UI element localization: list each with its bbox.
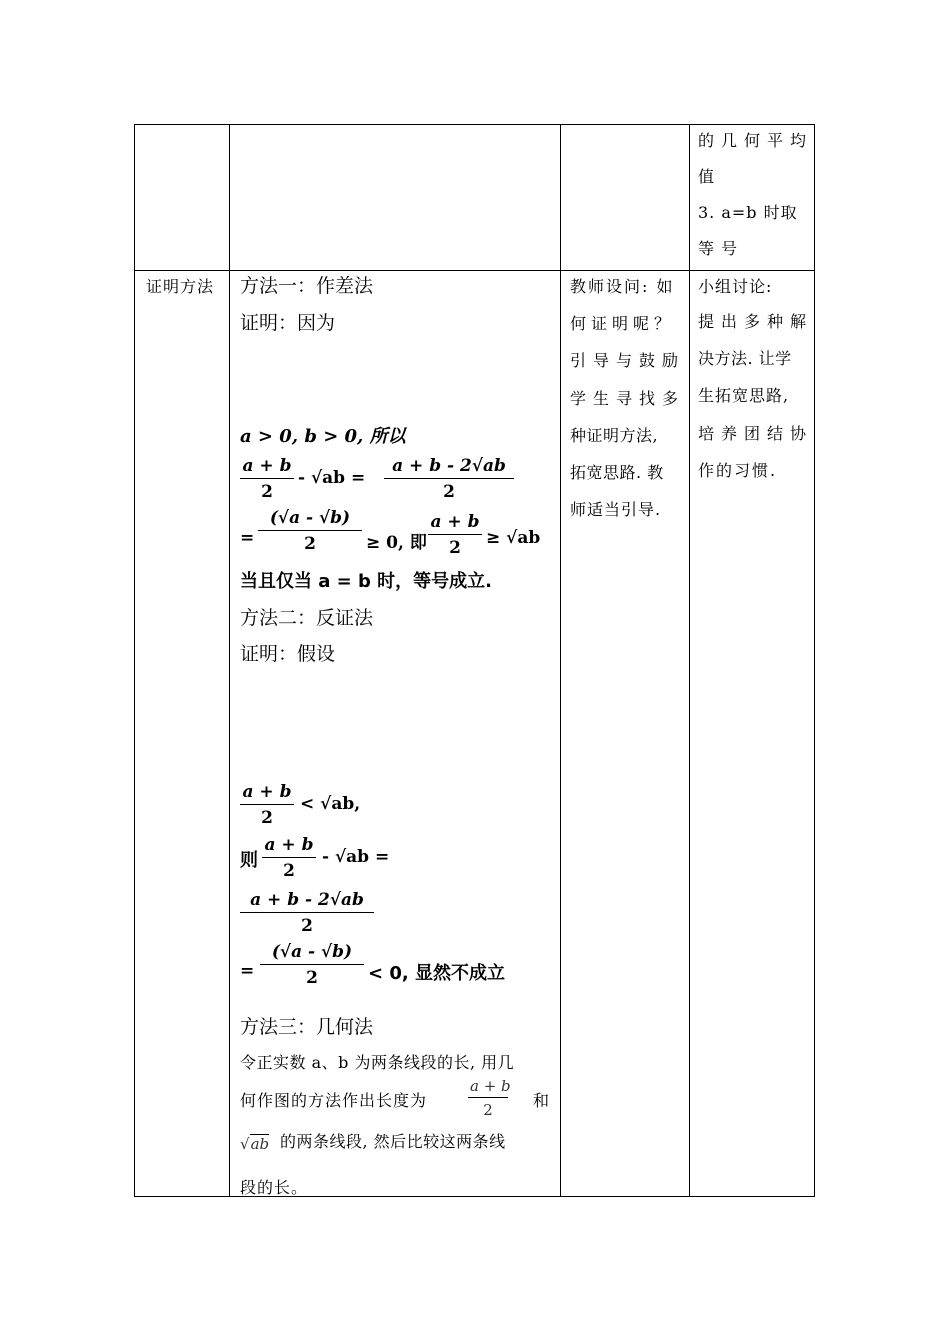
method3-and: 和 bbox=[533, 1091, 551, 1110]
top-col4-line: 的几何平均 bbox=[698, 131, 814, 150]
row-divider bbox=[135, 270, 814, 271]
method1-eq2-geq: ≥ √ab bbox=[486, 528, 541, 548]
col4-line: 小组讨论: bbox=[698, 277, 773, 296]
method2-title: 方法二：反证法 bbox=[240, 607, 374, 629]
section-label: 证明方法 bbox=[146, 277, 215, 296]
method1-given: a > 0, b > 0, 所以 bbox=[240, 426, 406, 447]
top-col4-line: 3. a=b 时取 bbox=[698, 203, 798, 222]
method3-line: 令正实数 a、b 为两条线段的长, 用几 bbox=[240, 1053, 515, 1072]
method2-assume-tail: < √ab, bbox=[300, 794, 361, 814]
col4-line: 作的习惯. bbox=[698, 461, 778, 480]
top-col4-line: 等号 bbox=[698, 239, 745, 258]
col3-line: 引导与鼓励 bbox=[570, 351, 686, 370]
method2-l4-tail: < 0, 显然不成立 bbox=[368, 963, 505, 984]
col3-line: 教师设问: 如 bbox=[570, 277, 675, 296]
method1-conclusion: 当且仅当 a = b 时，等号成立. bbox=[240, 571, 493, 592]
method1-fraction: $\frac{a + b - 2√ab}{2}$ bbox=[384, 456, 514, 502]
method1-eq2-equals: = bbox=[240, 528, 255, 548]
method3-sqrt: √ab bbox=[240, 1135, 270, 1153]
method2-proof: 证明：假设 bbox=[240, 643, 336, 665]
method1-fraction: $\frac{a + b}{2}$ bbox=[240, 456, 294, 502]
method3-line: 段的长。 bbox=[240, 1178, 309, 1197]
method1-eq1-middle: - √ab = bbox=[298, 468, 366, 488]
column-divider bbox=[229, 125, 230, 1196]
method1-fraction: $\frac{(√a - √b)}{2}$ bbox=[258, 508, 362, 554]
method2-fraction: $\frac{(√a - √b)}{2}$ bbox=[260, 942, 364, 988]
col3-line: 师适当引导. bbox=[570, 500, 662, 519]
method2-fraction: $\frac{a + b - 2√ab}{2}$ bbox=[240, 890, 374, 936]
method3-line: 何作图的方法作出长度为 bbox=[240, 1091, 428, 1110]
method3-fraction: $\frac{a + b}{2}$ bbox=[470, 1077, 511, 1119]
method2-fraction: $\frac{a + b}{2}$ bbox=[262, 835, 316, 881]
col4-line: 生拓宽思路, bbox=[698, 386, 790, 405]
method1-fraction: $\frac{a + b}{2}$ bbox=[428, 512, 482, 558]
method1-proof: 证明：因为 bbox=[240, 312, 336, 334]
col3-line: 学生寻找多 bbox=[570, 389, 686, 408]
col4-line: 提出多种解 bbox=[698, 312, 814, 331]
method3-line: 的两条线段, 然后比较这两条线 bbox=[280, 1132, 506, 1151]
col3-line: 种证明方法, bbox=[570, 426, 659, 445]
method2-fraction: $\frac{a + b}{2}$ bbox=[240, 782, 294, 828]
method1-eq2-tail: ≥ 0, 即 bbox=[366, 533, 427, 553]
col4-line: 决方法. 让学 bbox=[698, 349, 792, 368]
col4-line: 培养团结协 bbox=[698, 424, 814, 443]
column-divider bbox=[560, 125, 561, 1196]
method1-title: 方法一：作差法 bbox=[240, 275, 374, 297]
col3-line: 何证明呢？ bbox=[570, 314, 676, 333]
col3-line: 拓宽思路. 教 bbox=[570, 463, 664, 482]
top-col4-line: 值 bbox=[698, 167, 716, 186]
method2-then-tail: - √ab = bbox=[322, 847, 390, 867]
method2-then-word: 则 bbox=[240, 850, 258, 871]
method2-l4-equals: = bbox=[240, 961, 255, 981]
column-divider bbox=[689, 125, 690, 1196]
method3-title: 方法三：几何法 bbox=[240, 1016, 374, 1038]
